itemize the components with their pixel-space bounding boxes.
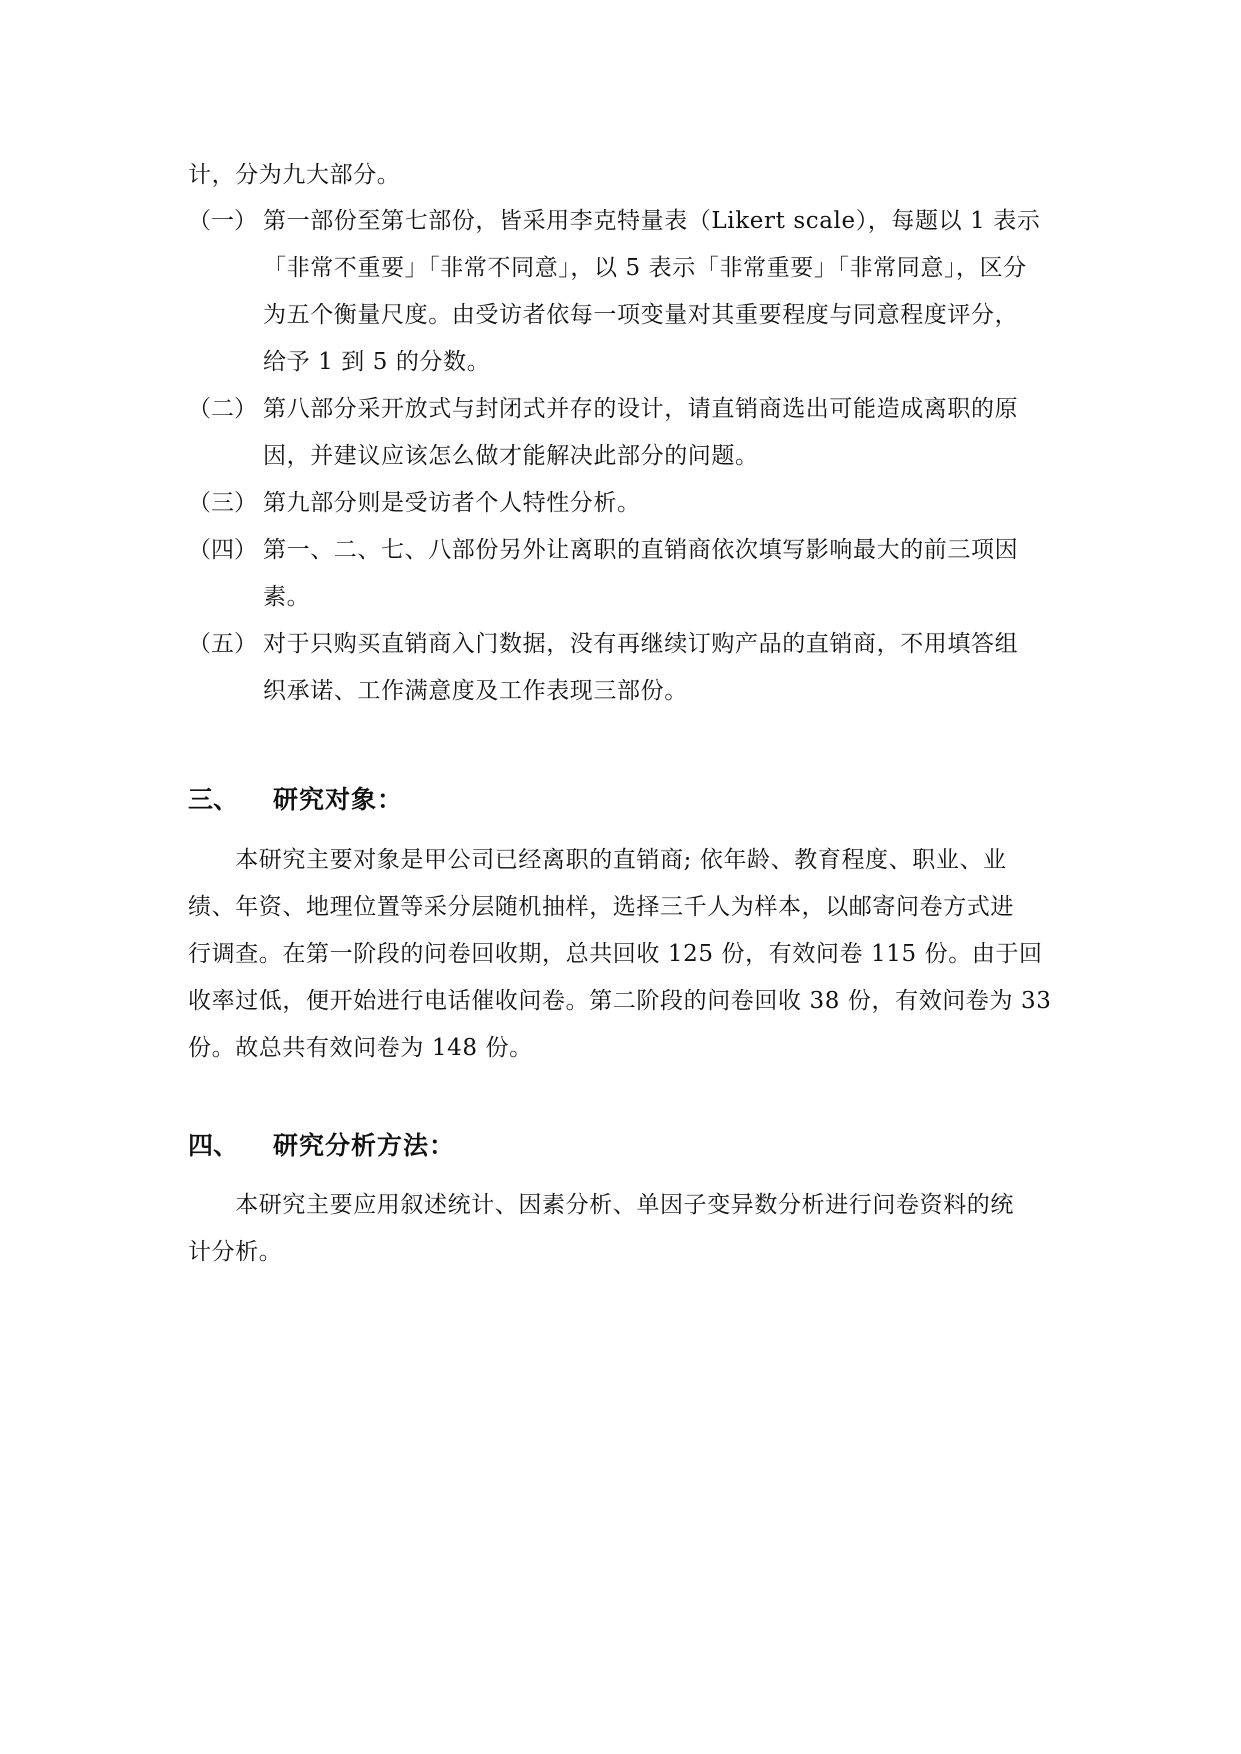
section-number: 四、 xyxy=(188,1131,239,1160)
paragraph-line: 收率过低，便开始进行电话催收问卷。第二阶段的问卷回收 38 份，有效问卷为 33 xyxy=(188,988,1052,1014)
list-item-line: 第八部分采开放式与封闭式并存的设计，请直销商选出可能造成离职的原 xyxy=(263,396,1019,422)
section-heading: 研究分析方法： xyxy=(273,1131,456,1160)
list-item-marker: （一） xyxy=(188,208,257,234)
section-heading: 研究对象： xyxy=(273,785,404,814)
paragraph-line: 绩、年资、地理位置等采分层随机抽样，选择三千人为样本，以邮寄问卷方式进 xyxy=(188,894,1014,920)
list-item-line: 给予 1 到 5 的分数。 xyxy=(263,349,491,375)
list-item-marker: （五） xyxy=(188,631,257,657)
list-item-marker: （二） xyxy=(188,396,257,422)
paragraph-line: 计分析。 xyxy=(188,1239,283,1265)
list-item-line: 「非常不重要」「非常不同意」，以 5 表示「非常重要」「非常同意」，区分 xyxy=(263,255,1027,281)
list-item-marker: （四） xyxy=(188,537,257,563)
list-item-line: 因，并建议应该怎么做才能解决此部分的问题。 xyxy=(263,443,759,469)
list-item-line: 素。 xyxy=(263,584,311,610)
list-item-line: 第一、二、七、八部份另外让离职的直销商依次填写影响最大的前三项因 xyxy=(263,537,1019,563)
section-number: 三、 xyxy=(188,785,239,814)
paragraph-line: 本研究主要对象是甲公司已经离职的直销商; 依年龄、教育程度、职业、业 xyxy=(188,847,1007,873)
list-item-line: 第九部分则是受访者个人特性分析。 xyxy=(263,490,641,516)
list-item-line: 织承诺、工作满意度及工作表现三部份。 xyxy=(263,678,688,704)
paragraph-line: 份。故总共有效问卷为 148 份。 xyxy=(188,1035,533,1061)
list-item-line: 第一部份至第七部份，皆采用李克特量表（Likert scale），每题以 1 表示 xyxy=(263,208,1041,234)
list-item-line: 为五个衡量尺度。由受访者依每一项变量对其重要程度与同意程度评分， xyxy=(263,302,1019,328)
list-item-line: 对于只购买直销商入门数据，没有再继续订购产品的直销商，不用填答组 xyxy=(263,631,1019,657)
paragraph-line: 行调查。在第一阶段的问卷回收期，总共回收 125 份，有效问卷 115 份。由于回 xyxy=(188,941,1043,967)
paragraph-line: 本研究主要应用叙述统计、因素分析、单因子变异数分析进行问卷资料的统 xyxy=(188,1192,1014,1218)
list-item-marker: （三） xyxy=(188,490,257,516)
intro-line: 计，分为九大部分。 xyxy=(188,162,401,188)
